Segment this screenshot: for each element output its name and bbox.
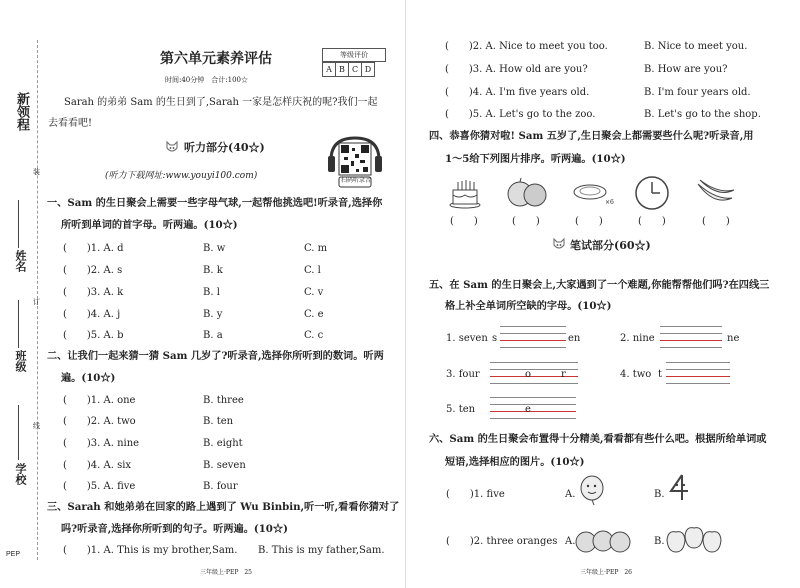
page-gutter (405, 0, 406, 588)
q5-word-label: 4. two (620, 369, 652, 380)
q2-option-b[interactable]: B. three (203, 395, 244, 406)
q5-prefix: s (492, 333, 498, 344)
name-label: 姓名 (14, 250, 27, 272)
writing-title: 笔试部分(60☆) (570, 239, 651, 252)
q6-answer[interactable]: ( )1. five (446, 489, 505, 500)
q4-answer-paren[interactable]: ( ) (638, 216, 666, 227)
q4-stem: 1～5给下列图片排序。听两遍。(10☆) (445, 153, 626, 165)
fox-mascot-icon (165, 139, 179, 155)
four-line-grid[interactable] (490, 397, 576, 419)
cut-mark: 线 (33, 422, 40, 430)
grade-table (322, 62, 375, 77)
q2-stem: 二、让我们一起来猜一猜 Sam 几岁了?听录音,选择你所听到的数词。听两 (47, 350, 384, 362)
download-url: (听力下载网址:www.youyi100.com) (105, 171, 258, 181)
q3-option-b[interactable]: B. How are you? (644, 64, 728, 75)
oranges-group-icon (575, 522, 631, 556)
q2-option-b[interactable]: B. ten (203, 416, 234, 427)
q5-suffix: ne (727, 333, 740, 344)
q4-answer-paren[interactable]: ( ) (450, 216, 478, 227)
q1-stem: 所听到单词的首字母。听两遍。(10☆) (61, 219, 238, 231)
q5-suffix: e (525, 404, 531, 415)
q2-option-a[interactable]: ( )2. A. two (63, 416, 136, 427)
q5-suffix: en (568, 333, 581, 344)
binding-strip (0, 0, 40, 588)
q2-option-a[interactable]: ( )1. A. one (63, 395, 136, 406)
q6-answer[interactable]: ( )2. three oranges (446, 536, 558, 547)
number-four-balloon-icon (666, 472, 694, 504)
q1-option-c[interactable]: C. c (304, 330, 324, 341)
q1-option-b[interactable]: B. w (203, 243, 226, 254)
footer-left: 三年级上·PEP 25 (200, 569, 252, 576)
time-score: 时间:40分钟 合计:100☆ (165, 76, 248, 84)
birthday-cake-icon (448, 175, 482, 209)
q3-option-b[interactable]: B. This is my father,Sam. (258, 545, 385, 556)
q2-option-a[interactable]: ( )5. A. five (63, 481, 136, 492)
q1-option-a[interactable]: ( )1. A. d (63, 243, 124, 254)
class-line (18, 300, 19, 348)
footer-right: 三年级上·PEP 26 (580, 569, 632, 576)
cut-mark: 装 (33, 168, 40, 176)
intro-line: Sarah 的弟弟 Sam 的生日到了,Sarah 一家是怎样庆祝的呢?我们一起 (64, 97, 378, 108)
q2-option-b[interactable]: B. eight (203, 438, 243, 449)
q1-option-b[interactable]: B. y (203, 309, 223, 320)
intro-line: 去看看吧! (48, 118, 93, 129)
school-line (18, 405, 19, 460)
q5-word-label: 1. seven (446, 333, 488, 344)
q2-stem: 遍。(10☆) (61, 372, 116, 384)
q4-answer-paren[interactable]: ( ) (702, 216, 730, 227)
q6-option-b-label[interactable]: B. (654, 536, 665, 547)
q2-option-a[interactable]: ( )4. A. six (63, 460, 132, 471)
q1-stem: 一、Sam 的生日聚会上需要一些字母气球,一起帮他挑选吧!听录音,选择你 (47, 197, 383, 209)
q3-option-b[interactable]: B. Let's go to the shop. (644, 109, 761, 120)
grade-cell[interactable]: A (323, 63, 336, 77)
q3-stem: 吗?听录音,选择你所听到的句子。听两遍。(10☆) (61, 523, 288, 535)
q1-option-a[interactable]: ( )2. A. s (63, 265, 123, 276)
bananas-icon (694, 176, 736, 210)
cut-mark: 订 (33, 298, 40, 306)
q3-option-a[interactable]: ( )2. A. Nice to meet you too. (445, 41, 608, 52)
q5-suffix: o r (525, 369, 566, 380)
q1-option-c[interactable]: C. v (304, 287, 324, 298)
grade-cell[interactable]: C (349, 63, 362, 77)
q2-option-b[interactable]: B. seven (203, 460, 246, 471)
clock-icon (634, 175, 670, 211)
plate-count: ×6 (605, 199, 614, 206)
class-label: 班级 (14, 350, 27, 372)
q3-option-a[interactable]: ( )3. A. How old are you? (445, 64, 588, 75)
q3-stem: 三、Sarah 和她弟弟在回家的路上遇到了 Wu Binbin,听一听,看看你猜对了 (47, 501, 400, 513)
q3-option-b[interactable]: B. I'm four years old. (644, 87, 751, 98)
q1-option-b[interactable]: B. a (203, 330, 223, 341)
q4-answer-paren[interactable]: ( ) (512, 216, 540, 227)
listening-title: 听力部分(40☆) (184, 141, 265, 154)
q6-option-b-label[interactable]: B. (654, 489, 665, 500)
q5-word-label: 5. ten (446, 404, 476, 415)
name-line (18, 200, 19, 248)
q5-word-label: 2. nine (620, 333, 655, 344)
q5-stem: 五、在 Sam 的生日聚会上,大家遇到了一个难题,你能帮帮他们吗?在四线三 (429, 279, 770, 291)
q6-stem: 六、Sam 的生日聚会布置得十分精美,看看都有些什么吧。根据所给单词或 (429, 433, 767, 445)
four-line-grid[interactable] (666, 362, 730, 384)
q1-option-b[interactable]: B. l (203, 287, 220, 298)
q5-word-label: 3. four (446, 369, 480, 380)
q3-option-b[interactable]: B. Nice to meet you. (644, 41, 748, 52)
q2-option-b[interactable]: B. four (203, 481, 238, 492)
apples-group-icon (664, 520, 724, 556)
q4-stem: 四、恭喜你猜对啦! Sam 五岁了,生日聚会上都需要些什么呢?听录音,用 (429, 130, 754, 142)
q3-option-a[interactable]: ( )5. A. Let's go to the zoo. (445, 109, 596, 120)
q1-option-b[interactable]: B. k (203, 265, 223, 276)
brand-logo: 新领程 (14, 92, 29, 131)
qr-caption: 扫码听录音 (341, 177, 372, 184)
q3-option-a[interactable]: ( )4. A. I'm five years old. (445, 87, 590, 98)
grade-cell[interactable]: D (362, 63, 375, 77)
q1-option-a[interactable]: ( )4. A. j (63, 309, 121, 320)
pep-mark: PEP (6, 551, 21, 558)
four-line-grid[interactable] (500, 326, 566, 348)
school-label: 学校 (14, 463, 27, 485)
q2-option-a[interactable]: ( )3. A. nine (63, 438, 140, 449)
fox-mascot-icon (552, 236, 566, 252)
oranges-icon (506, 177, 548, 209)
four-line-grid[interactable] (660, 326, 722, 348)
grade-cell[interactable]: B (336, 63, 349, 77)
q5-prefix: t (658, 369, 663, 380)
grade-caption: 等级评价 (322, 48, 386, 62)
q1-option-a[interactable]: ( )3. A. k (63, 287, 124, 298)
q1-option-c[interactable]: C. m (304, 243, 328, 254)
q1-option-c[interactable]: C. e (304, 309, 324, 320)
number-five-balloon-icon (578, 474, 608, 506)
q5-stem: 格上补全单词所空缺的字母。(10☆) (445, 300, 612, 312)
q4-answer-paren[interactable]: ( ) (575, 216, 603, 227)
q3-option-a[interactable]: ( )1. A. This is my brother,Sam. (63, 545, 238, 556)
q6-option-a-label[interactable]: A. (565, 536, 576, 547)
q1-option-a[interactable]: ( )5. A. b (63, 330, 124, 341)
page-title: 第六单元素养评估 (160, 51, 272, 67)
q6-option-a-label[interactable]: A. (565, 489, 576, 500)
q6-stem: 短语,选择相应的图片。(10☆) (445, 456, 585, 468)
q1-option-c[interactable]: C. l (304, 265, 321, 276)
